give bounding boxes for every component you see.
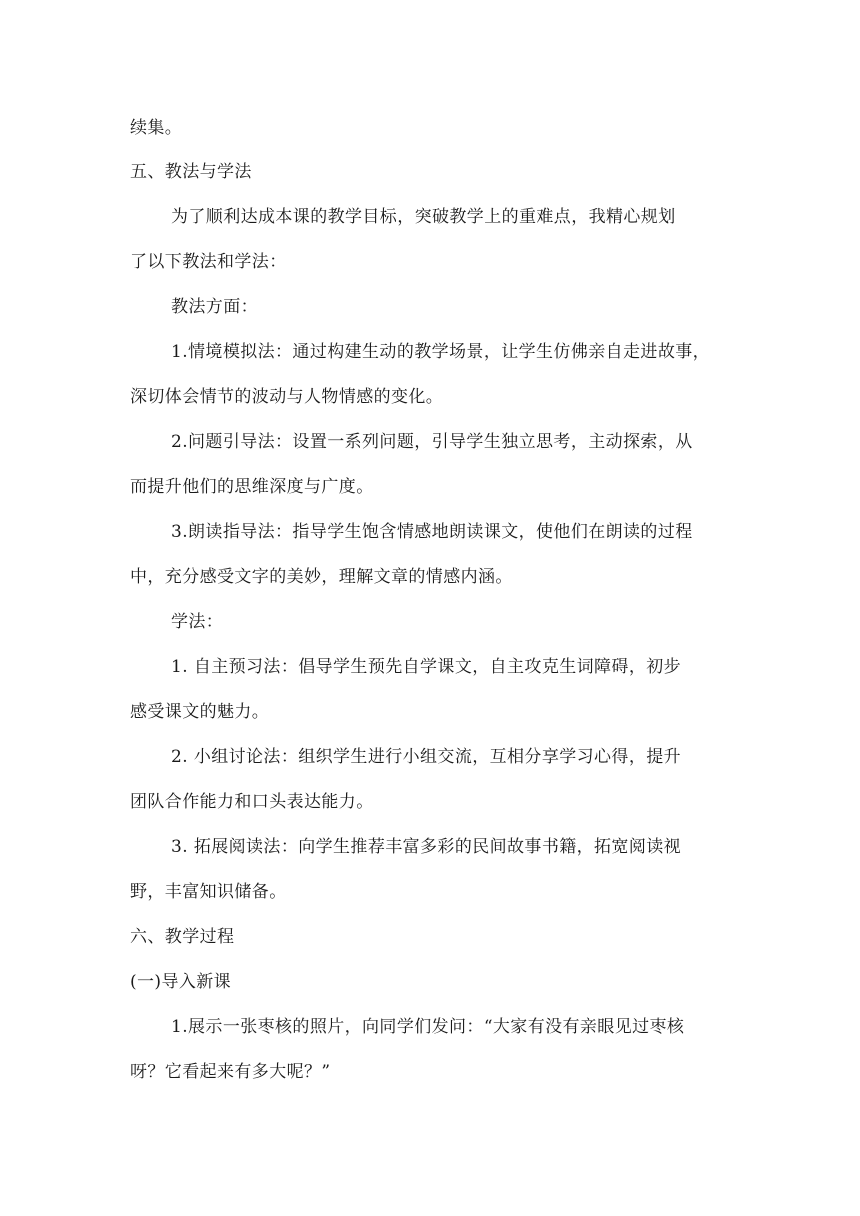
text-line: 野，丰富知识储备。 — [130, 882, 287, 902]
text-line: 3. 拓展阅读法：向学生推荐丰富多彩的民间故事书籍，拓宽阅读视 — [171, 837, 682, 857]
subsection-heading: 教法方面： — [171, 297, 258, 317]
section-heading: 五、教法与学法 — [130, 162, 252, 182]
text-line: 团队合作能力和口头表达能力。 — [130, 792, 374, 812]
text-line: 呀？它看起来有多大呢？” — [130, 1062, 331, 1082]
text-line: 3.朗读指导法：指导学生饱含情感地朗读课文，使他们在朗读的过程 — [171, 522, 693, 542]
text-line: 2. 小组讨论法：组织学生进行小组交流，互相分享学习心得，提升 — [171, 747, 682, 767]
text-line: 2.问题引导法：设置一系列问题，引导学生独立思考，主动探索，从 — [171, 432, 693, 452]
text-line: 中，充分感受文字的美妙，理解文章的情感内涵。 — [130, 567, 513, 587]
text-line: 为了顺利达成本课的教学目标，突破教学上的重难点，我精心规划 — [171, 207, 676, 227]
text-line: 了以下教法和学法： — [130, 252, 287, 272]
text-line: 1.展示一张枣核的照片，向同学们发问：“大家有没有亲眼见过枣核 — [171, 1017, 685, 1037]
text-line: 而提升他们的思维深度与广度。 — [130, 477, 374, 497]
text-line: 深切体会情节的波动与人物情感的变化。 — [130, 387, 444, 407]
subsection-heading: 学法： — [171, 612, 224, 632]
section-heading: 六、教学过程 — [130, 927, 235, 947]
text-line: 1. 自主预习法：倡导学生预先自学课文，自主攻克生词障碍，初步 — [171, 657, 682, 677]
subsection-heading: (一)导入新课 — [130, 972, 232, 992]
text-line: 续集。 — [130, 118, 183, 138]
text-line: 感受课文的魅力。 — [130, 702, 270, 722]
text-line: 1.情境模拟法：通过构建生动的教学场景，让学生仿佛亲自走进故事， — [171, 342, 711, 362]
